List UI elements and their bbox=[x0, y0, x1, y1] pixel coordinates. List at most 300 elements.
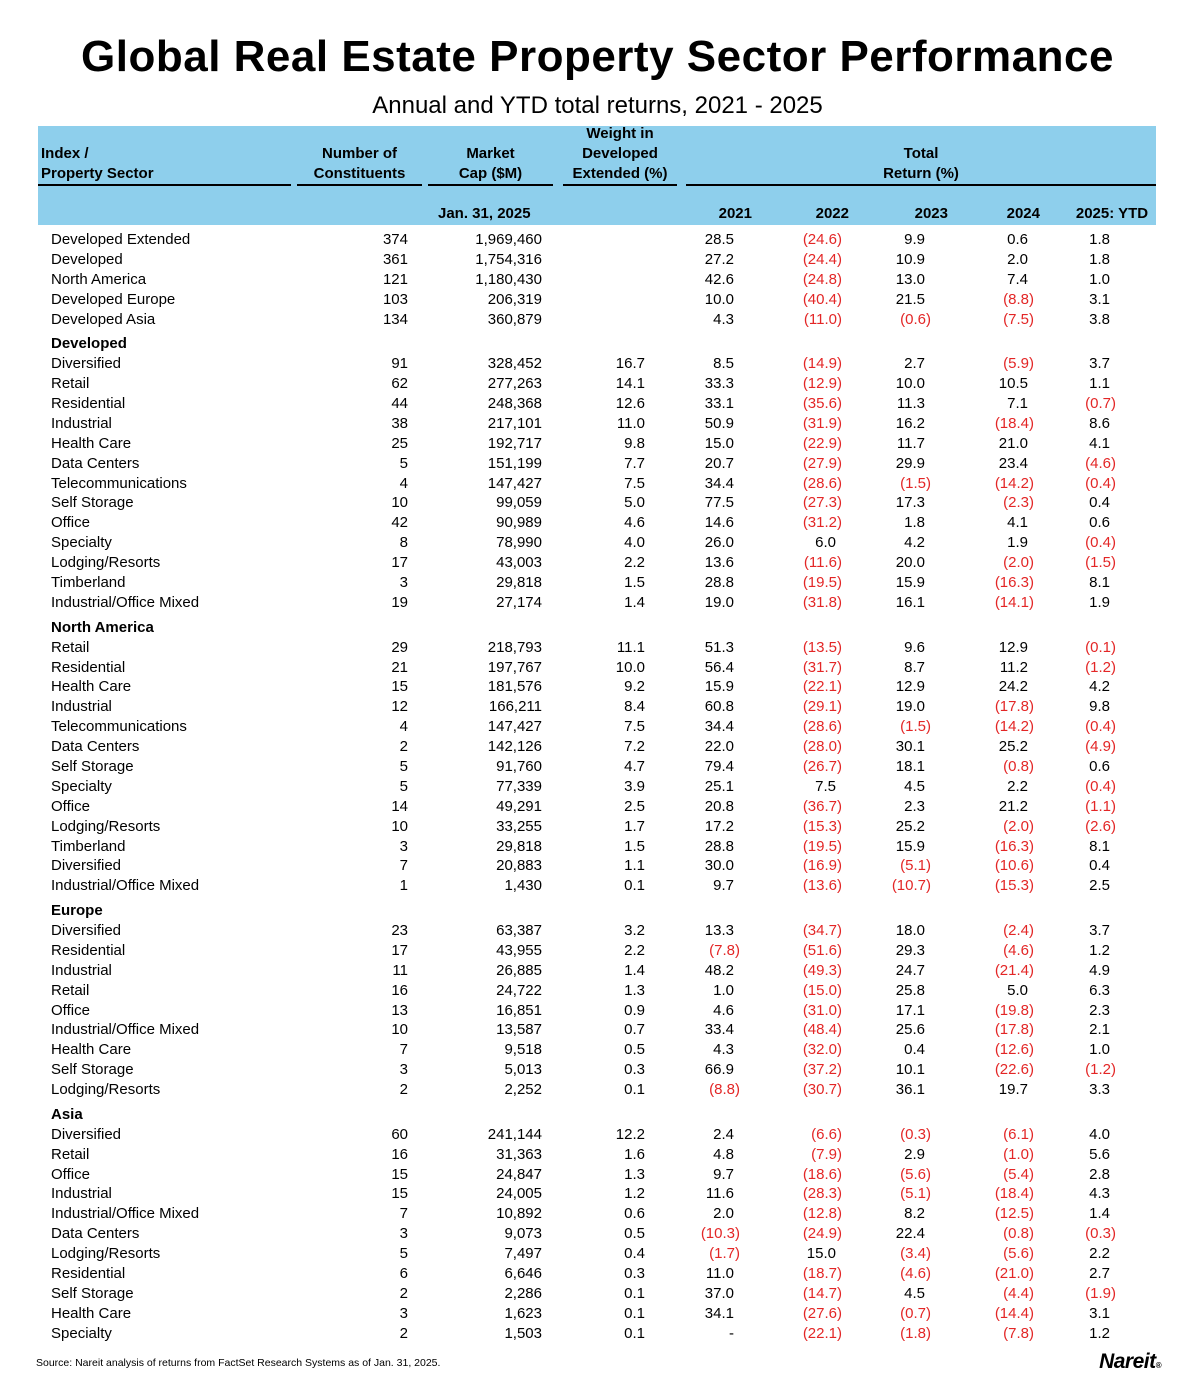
cell-r2021: 30.0 bbox=[704, 857, 734, 875]
cell-r2023: 13.0 bbox=[895, 270, 925, 288]
row-label: Residential bbox=[51, 395, 126, 413]
cell-w: 9.2 bbox=[624, 678, 645, 696]
cell-w: 0.1 bbox=[624, 1284, 645, 1302]
cell-n: 2 bbox=[399, 1081, 408, 1099]
cell-ytd: 1.0 bbox=[1089, 270, 1110, 288]
cell-r2024: 21.2 bbox=[998, 797, 1028, 815]
table-row bbox=[38, 230, 1156, 250]
cell-w: 2.2 bbox=[624, 941, 645, 959]
cell-r2021: 25.1 bbox=[704, 777, 734, 795]
cell-w: 9.8 bbox=[624, 434, 645, 452]
cell-cap: 181,576 bbox=[487, 678, 542, 696]
cell-r2023: 12.9 bbox=[895, 678, 925, 696]
cell-cap: 166,211 bbox=[488, 698, 542, 716]
cell-r2024: (2.0) bbox=[1003, 817, 1034, 835]
cell-r2022: (28.6) bbox=[802, 718, 842, 736]
row-label: Lodging/Resorts bbox=[51, 1081, 161, 1099]
cell-r2022: (26.7) bbox=[802, 757, 842, 775]
cell-r2022: (12.8) bbox=[802, 1205, 842, 1223]
cell-r2024: (14.4) bbox=[994, 1304, 1034, 1322]
cell-r2022: (13.6) bbox=[802, 877, 842, 895]
cell-cap: 360,879 bbox=[487, 310, 542, 328]
cell-r2022: (13.5) bbox=[802, 638, 842, 656]
row-label: Residential bbox=[51, 1265, 126, 1283]
cell-w: 12.2 bbox=[615, 1125, 645, 1143]
row-label: Specialty bbox=[51, 777, 112, 795]
cell-r2021: 56.4 bbox=[704, 658, 734, 676]
cell-r2024: 7.4 bbox=[1007, 270, 1028, 288]
row-label: Health Care bbox=[51, 678, 132, 696]
cell-w: 1.6 bbox=[624, 1145, 645, 1163]
table-row bbox=[38, 533, 1156, 553]
cell-cap: 1,180,430 bbox=[475, 270, 542, 288]
row-label: Industrial/Office Mixed bbox=[51, 1205, 200, 1223]
header-ytd: 2025: YTD bbox=[1075, 205, 1149, 222]
table-row bbox=[38, 697, 1156, 717]
cell-r2022: (15.3) bbox=[802, 817, 842, 835]
cell-ytd: (0.4) bbox=[1085, 777, 1116, 795]
table-row bbox=[38, 1284, 1156, 1304]
cell-w: 0.5 bbox=[624, 1041, 645, 1059]
cell-r2023: (5.6) bbox=[900, 1165, 931, 1183]
row-label: Telecommunications bbox=[51, 474, 187, 492]
row-label: Industrial/Office Mixed bbox=[51, 1021, 200, 1039]
cell-r2023: (5.1) bbox=[900, 1185, 931, 1203]
cell-n: 11 bbox=[392, 961, 408, 979]
cell-r2022: (16.9) bbox=[802, 857, 842, 875]
cell-n: 91 bbox=[391, 355, 408, 373]
cell-cap: 16,851 bbox=[496, 1001, 542, 1019]
cell-r2022: (32.0) bbox=[802, 1041, 842, 1059]
cell-n: 3 bbox=[399, 1304, 408, 1322]
table-row bbox=[38, 961, 1156, 981]
cell-ytd: 3.3 bbox=[1089, 1081, 1110, 1099]
cell-ytd: (2.6) bbox=[1085, 817, 1116, 835]
cell-cap: 241,144 bbox=[487, 1125, 542, 1143]
cell-r2023: (1.8) bbox=[900, 1324, 931, 1342]
cell-n: 16 bbox=[391, 1145, 408, 1163]
cell-r2024: (4.4) bbox=[1003, 1284, 1034, 1302]
cell-r2021: 20.8 bbox=[704, 797, 734, 815]
cell-cap: 43,955 bbox=[496, 941, 542, 959]
cell-r2023: 16.1 bbox=[895, 593, 925, 611]
cell-w: 0.3 bbox=[624, 1265, 645, 1283]
cell-w: 1.2 bbox=[624, 1185, 645, 1203]
table-row bbox=[38, 1204, 1156, 1224]
cell-r2021: 42.6 bbox=[704, 270, 734, 288]
table-row bbox=[38, 270, 1156, 290]
row-label: North America bbox=[51, 270, 147, 288]
cell-r2021: 34.1 bbox=[704, 1304, 734, 1322]
cell-cap: 99,059 bbox=[496, 494, 542, 512]
cell-r2021: 37.0 bbox=[704, 1284, 734, 1302]
cell-ytd: 0.6 bbox=[1089, 757, 1110, 775]
cell-r2023: 15.9 bbox=[895, 837, 925, 855]
cell-n: 14 bbox=[391, 797, 408, 815]
cell-n: 103 bbox=[382, 290, 408, 308]
cell-r2022: (14.9) bbox=[802, 355, 842, 373]
row-label: Retail bbox=[51, 638, 90, 656]
cell-cap: 1,623 bbox=[504, 1304, 542, 1322]
cell-n: 19 bbox=[391, 593, 408, 611]
cell-n: 13 bbox=[391, 1001, 408, 1019]
cell-cap: 2,286 bbox=[504, 1284, 542, 1302]
cell-ytd: 3.1 bbox=[1089, 290, 1110, 308]
cell-cap: 2,252 bbox=[504, 1081, 542, 1099]
cell-r2022: (48.4) bbox=[802, 1021, 842, 1039]
table-row bbox=[38, 593, 1156, 613]
table-row bbox=[38, 1224, 1156, 1244]
cell-r2022: (37.2) bbox=[802, 1061, 842, 1079]
cell-w: 4.7 bbox=[624, 757, 645, 775]
cell-r2022: (36.7) bbox=[802, 797, 842, 815]
table-row bbox=[38, 1244, 1156, 1264]
cell-r2021: 28.8 bbox=[704, 574, 734, 592]
cell-w: 1.4 bbox=[624, 961, 645, 979]
table-row bbox=[38, 856, 1156, 876]
cell-w: 7.5 bbox=[624, 474, 645, 492]
table-row bbox=[38, 658, 1156, 678]
cell-r2021: 28.8 bbox=[704, 837, 734, 855]
cell-r2023: 10.9 bbox=[895, 250, 925, 268]
row-label: Specialty bbox=[51, 534, 112, 552]
cell-ytd: (1.1) bbox=[1085, 797, 1116, 815]
table-row bbox=[38, 1304, 1156, 1324]
header-year-2023: 2023 bbox=[914, 205, 948, 222]
cell-r2023: 36.1 bbox=[895, 1081, 925, 1099]
cell-r2023: (0.7) bbox=[900, 1304, 931, 1322]
logo-text: Nareit bbox=[1099, 1350, 1156, 1373]
cell-r2024: 2.2 bbox=[1007, 777, 1028, 795]
row-label: Industrial bbox=[51, 961, 112, 979]
cell-n: 134 bbox=[382, 310, 408, 328]
cell-r2022: (35.6) bbox=[802, 395, 842, 413]
cell-r2024: 12.9 bbox=[998, 638, 1028, 656]
cell-ytd: (1.9) bbox=[1085, 1284, 1116, 1302]
header-year-2021: 2021 bbox=[718, 205, 752, 222]
cell-ytd: (1.2) bbox=[1085, 658, 1116, 676]
cell-cap: 90,989 bbox=[496, 514, 542, 532]
row-label: Office bbox=[51, 797, 90, 815]
cell-ytd: 2.1 bbox=[1089, 1021, 1110, 1039]
cell-r2021: 2.0 bbox=[713, 1205, 734, 1223]
header-year-2022: 2022 bbox=[815, 205, 849, 222]
cell-r2024: (21.4) bbox=[994, 961, 1034, 979]
cell-r2023: 18.1 bbox=[895, 757, 925, 775]
cell-r2022: (31.7) bbox=[802, 658, 842, 676]
cell-r2023: 0.4 bbox=[904, 1041, 925, 1059]
cell-r2024: (12.5) bbox=[994, 1205, 1034, 1223]
cell-ytd: 6.3 bbox=[1089, 981, 1110, 999]
cell-cap: 1,969,460 bbox=[475, 231, 542, 248]
cell-r2022: (28.3) bbox=[802, 1185, 842, 1203]
table-row bbox=[38, 1165, 1156, 1185]
cell-r2023: 10.1 bbox=[895, 1061, 925, 1079]
cell-r2022: (40.4) bbox=[802, 290, 842, 308]
cell-n: 17 bbox=[391, 941, 408, 959]
cell-r2024: (10.6) bbox=[994, 857, 1034, 875]
cell-w: 0.3 bbox=[624, 1061, 645, 1079]
cell-cap: 49,291 bbox=[496, 797, 542, 815]
header-underline-cap bbox=[428, 184, 553, 186]
cell-w: 1.1 bbox=[624, 857, 645, 875]
cell-r2023: 1.8 bbox=[904, 514, 925, 532]
cell-ytd: 4.0 bbox=[1089, 1125, 1110, 1143]
cell-r2022: (24.4) bbox=[802, 250, 842, 268]
cell-cap: 33,255 bbox=[496, 817, 542, 835]
cell-ytd: 0.4 bbox=[1089, 857, 1110, 875]
header-weight-line3: Extended (%) bbox=[572, 165, 668, 182]
cell-cap: 20,883 bbox=[496, 857, 542, 875]
cell-cap: 5,013 bbox=[504, 1061, 542, 1079]
cell-w: 1.5 bbox=[624, 837, 645, 855]
table-header bbox=[38, 126, 1156, 225]
nareit-logo bbox=[1099, 1350, 1161, 1374]
cell-r2024: 1.9 bbox=[1007, 534, 1028, 552]
cell-n: 2 bbox=[399, 1284, 408, 1302]
cell-n: 7 bbox=[399, 1205, 408, 1223]
cell-w: 16.7 bbox=[615, 355, 645, 373]
cell-ytd: 1.2 bbox=[1089, 941, 1110, 959]
cell-ytd: (0.7) bbox=[1085, 395, 1116, 413]
cell-cap: 9,518 bbox=[504, 1041, 542, 1059]
row-label: Developed Asia bbox=[51, 310, 156, 328]
header-index-line1: Index / bbox=[41, 145, 89, 162]
table-row bbox=[38, 374, 1156, 394]
row-label: Industrial/Office Mixed bbox=[51, 593, 200, 611]
table-row bbox=[38, 717, 1156, 737]
row-label: Industrial bbox=[51, 1185, 112, 1203]
header-weight-line1: Weight in bbox=[586, 125, 654, 142]
cell-ytd: 1.4 bbox=[1089, 1205, 1110, 1223]
cell-r2022: (31.2) bbox=[802, 514, 842, 532]
cell-r2022: 15.0 bbox=[806, 1245, 836, 1263]
cell-r2024: 11.2 bbox=[999, 658, 1028, 676]
cell-r2021: 33.3 bbox=[704, 375, 734, 393]
cell-r2024: (2.4) bbox=[1003, 922, 1034, 939]
cell-r2023: 2.9 bbox=[904, 1145, 925, 1163]
cell-r2024: (19.8) bbox=[994, 1001, 1034, 1019]
cell-cap: 1,503 bbox=[504, 1324, 542, 1342]
row-label: Self Storage bbox=[51, 1284, 134, 1302]
table-row bbox=[38, 1264, 1156, 1284]
cell-n: 17 bbox=[391, 554, 408, 572]
cell-ytd: 1.0 bbox=[1089, 1041, 1110, 1059]
header-num-line1: Number of bbox=[322, 145, 397, 162]
cell-r2022: (14.7) bbox=[802, 1284, 842, 1302]
cell-r2021: 15.0 bbox=[704, 434, 734, 452]
table-row bbox=[38, 434, 1156, 454]
cell-r2022: (51.6) bbox=[802, 941, 842, 959]
cell-r2021: (10.3) bbox=[700, 1225, 740, 1243]
cell-w: 0.4 bbox=[624, 1245, 645, 1263]
row-label: Timberland bbox=[51, 837, 126, 855]
cell-r2023: 29.3 bbox=[895, 941, 925, 959]
cell-r2022: (12.9) bbox=[802, 375, 842, 393]
cell-ytd: 2.5 bbox=[1089, 877, 1110, 895]
section-heading-label: Developed bbox=[51, 335, 127, 353]
cell-r2024: 2.0 bbox=[1007, 250, 1028, 268]
cell-r2024: 0.6 bbox=[1007, 231, 1028, 248]
cell-n: 5 bbox=[399, 777, 408, 795]
table-row bbox=[38, 290, 1156, 310]
cell-w: 1.3 bbox=[624, 981, 645, 999]
row-label: Data Centers bbox=[51, 738, 140, 756]
cell-r2022: (24.8) bbox=[802, 270, 842, 288]
cell-r2023: 8.7 bbox=[904, 658, 925, 676]
cell-w: 3.9 bbox=[624, 777, 645, 795]
cell-r2023: 10.0 bbox=[895, 375, 925, 393]
cell-r2023: 15.9 bbox=[895, 574, 925, 592]
cell-r2023: 4.5 bbox=[904, 1284, 925, 1302]
cell-r2024: 5.0 bbox=[1007, 981, 1028, 999]
cell-cap: 91,760 bbox=[496, 757, 542, 775]
cell-ytd: 3.8 bbox=[1089, 310, 1110, 328]
cell-ytd: 1.8 bbox=[1089, 250, 1110, 268]
page-title: Global Real Estate Property Sector Performance bbox=[81, 32, 1114, 81]
cell-ytd: 8.1 bbox=[1089, 837, 1110, 855]
cell-ytd: 1.2 bbox=[1089, 1324, 1110, 1342]
table-row bbox=[38, 1324, 1156, 1344]
table-row bbox=[38, 354, 1156, 374]
row-label: Timberland bbox=[51, 574, 126, 592]
cell-r2023: 16.2 bbox=[895, 414, 925, 432]
cell-r2021: 2.4 bbox=[713, 1125, 734, 1143]
cell-r2024: (1.0) bbox=[1003, 1145, 1034, 1163]
cell-w: 3.2 bbox=[624, 922, 645, 939]
row-label: Specialty bbox=[51, 1324, 112, 1342]
cell-w: 10.0 bbox=[615, 658, 645, 676]
cell-ytd: 3.7 bbox=[1089, 355, 1110, 373]
cell-n: 361 bbox=[382, 250, 408, 268]
cell-cap: 24,847 bbox=[496, 1165, 542, 1183]
cell-r2022: (22.9) bbox=[802, 434, 842, 452]
cell-n: 7 bbox=[399, 857, 408, 875]
cell-n: 121 bbox=[382, 270, 408, 288]
cell-r2021: 77.5 bbox=[704, 494, 734, 512]
cell-n: 4 bbox=[399, 718, 408, 736]
cell-r2024: 7.1 bbox=[1007, 395, 1028, 413]
cell-r2024: (16.3) bbox=[994, 574, 1034, 592]
header-index-line2: Property Sector bbox=[41, 165, 154, 182]
cell-r2021: 15.9 bbox=[704, 678, 734, 696]
cell-w: 12.6 bbox=[615, 395, 645, 413]
cell-r2021: 34.4 bbox=[704, 718, 734, 736]
cell-r2023: (0.6) bbox=[900, 310, 931, 328]
cell-ytd: (1.5) bbox=[1085, 554, 1116, 572]
cell-r2024: (7.5) bbox=[1003, 310, 1034, 328]
table-row bbox=[38, 737, 1156, 757]
cell-n: 2 bbox=[399, 738, 408, 756]
cell-r2023: (1.5) bbox=[900, 718, 931, 736]
cell-r2021: (7.8) bbox=[709, 941, 740, 959]
cell-cap: 43,003 bbox=[496, 554, 542, 572]
cell-cap: 77,339 bbox=[496, 777, 542, 795]
cell-n: 15 bbox=[391, 1185, 408, 1203]
row-label: Diversified bbox=[51, 857, 122, 875]
cell-ytd: 4.9 bbox=[1089, 961, 1110, 979]
cell-ytd: 4.3 bbox=[1089, 1185, 1110, 1203]
cell-r2021: 9.7 bbox=[713, 877, 734, 895]
cell-r2024: 23.4 bbox=[998, 454, 1028, 472]
cell-r2024: (14.2) bbox=[994, 474, 1034, 492]
table-row bbox=[38, 817, 1156, 837]
table-row bbox=[38, 1125, 1156, 1145]
row-label: Data Centers bbox=[51, 454, 140, 472]
section-heading bbox=[38, 329, 1156, 354]
cell-w: 5.0 bbox=[624, 494, 645, 512]
cell-ytd: 2.2 bbox=[1089, 1245, 1110, 1263]
cell-w: 8.4 bbox=[624, 698, 645, 716]
row-label: Lodging/Resorts bbox=[51, 554, 161, 572]
cell-ytd: 4.2 bbox=[1089, 678, 1110, 696]
cell-r2021: 13.3 bbox=[704, 922, 734, 939]
cell-r2023: 8.2 bbox=[904, 1205, 925, 1223]
page-subtitle: Annual and YTD total returns, 2021 - 2025 bbox=[372, 92, 823, 119]
row-label: Retail bbox=[51, 1145, 90, 1163]
cell-r2023: 9.9 bbox=[904, 231, 925, 248]
cell-r2022: 7.5 bbox=[815, 777, 836, 795]
cell-r2021: 20.7 bbox=[704, 454, 734, 472]
header-cap-date: Jan. 31, 2025 bbox=[438, 205, 531, 222]
cell-r2021: 10.0 bbox=[704, 290, 734, 308]
cell-r2022: (29.1) bbox=[802, 698, 842, 716]
cell-w: 0.1 bbox=[624, 1081, 645, 1099]
cell-r2023: 20.0 bbox=[895, 554, 925, 572]
cell-n: 23 bbox=[391, 922, 408, 939]
cell-r2023: (1.5) bbox=[900, 474, 931, 492]
cell-n: 5 bbox=[399, 454, 408, 472]
row-label: Diversified bbox=[51, 922, 122, 939]
cell-r2022: (49.3) bbox=[802, 961, 842, 979]
cell-r2022: (19.5) bbox=[802, 574, 842, 592]
cell-ytd: 3.1 bbox=[1089, 1304, 1110, 1322]
cell-r2023: (3.4) bbox=[900, 1245, 931, 1263]
row-label: Self Storage bbox=[51, 757, 134, 775]
cell-cap: 206,319 bbox=[487, 290, 542, 308]
cell-cap: 78,990 bbox=[496, 534, 542, 552]
section-heading bbox=[38, 613, 1156, 638]
cell-ytd: 8.1 bbox=[1089, 574, 1110, 592]
row-label: Diversified bbox=[51, 1125, 122, 1143]
cell-r2021: 27.2 bbox=[704, 250, 734, 268]
cell-n: 38 bbox=[391, 414, 408, 432]
cell-r2021: 22.0 bbox=[704, 738, 734, 756]
cell-r2022: (28.0) bbox=[802, 738, 842, 756]
cell-r2022: (27.9) bbox=[802, 454, 842, 472]
cell-r2023: 29.9 bbox=[895, 454, 925, 472]
cell-r2024: (18.4) bbox=[994, 1185, 1034, 1203]
source-note: Source: Nareit analysis of returns from FactSet Research Systems as of Jan. 31, 2025. bbox=[36, 1357, 441, 1369]
cell-r2022: (11.6) bbox=[803, 554, 842, 572]
table-row bbox=[38, 553, 1156, 573]
cell-cap: 63,387 bbox=[496, 922, 542, 939]
cell-w: 11.1 bbox=[616, 638, 645, 656]
table-row bbox=[38, 876, 1156, 896]
cell-r2021: 17.2 bbox=[704, 817, 734, 835]
cell-r2024: (4.6) bbox=[1003, 941, 1034, 959]
cell-r2022: (28.6) bbox=[802, 474, 842, 492]
cell-r2023: 4.2 bbox=[904, 534, 925, 552]
cell-r2021: (1.7) bbox=[709, 1245, 740, 1263]
cell-n: 44 bbox=[391, 395, 408, 413]
cell-r2021: 79.4 bbox=[704, 757, 734, 775]
table-row bbox=[38, 394, 1156, 414]
cell-w: 1.5 bbox=[624, 574, 645, 592]
table-row bbox=[38, 941, 1156, 961]
header-year-2024: 2024 bbox=[1006, 205, 1040, 222]
cell-r2021: 11.6 bbox=[705, 1185, 734, 1203]
